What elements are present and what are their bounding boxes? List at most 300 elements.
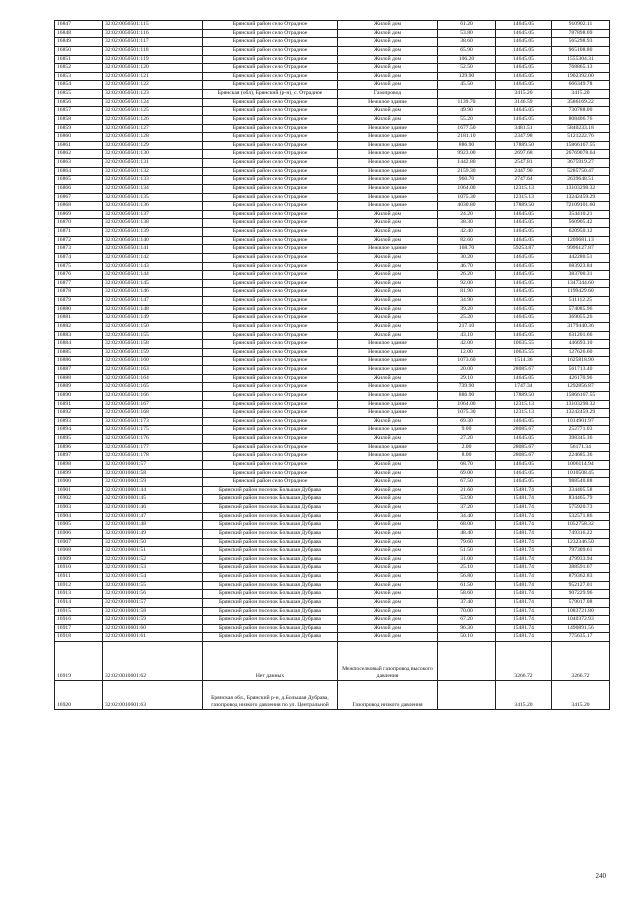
address-cell: Брянский район село Отрадное [203,29,338,38]
table-row [55,478,610,487]
address-cell: Брянский район село Отрадное [203,357,338,366]
cadastral-number-cell: 32:02:0050501:134 [103,184,203,193]
area-cell: 24.20 [438,210,496,219]
address-cell: Брянский район поселок Большая Дубрава [203,598,338,607]
address-cell: Брянский район село Отрадное [203,443,338,452]
row-number-cell: 16888 [55,374,103,383]
area-cell: 51.50 [438,547,496,556]
table-row [55,133,610,142]
specific-value-cell: 3415.20 [496,90,552,99]
cadastral-number-cell: 32:02:0010601:63 [103,681,203,710]
area-cell: 886.90 [438,391,496,400]
area-cell: 25.20 [438,314,496,323]
table-row [55,107,610,116]
object-type-cell: Жилой дом [338,521,438,530]
table-row [55,357,610,366]
specific-value-cell: 14645.05 [496,262,552,271]
address-cell: Брянский район село Отрадное [203,288,338,297]
object-type-cell: Нежилое здание [338,176,438,185]
object-type-cell: Нежилое здание [338,193,438,202]
address-cell: Брянский район село Отрадное [203,184,338,193]
table-row [55,581,610,590]
row-number-cell: 16905 [55,521,103,530]
specific-value-cell: 2697.68 [496,150,552,159]
specific-value-cell: 3415.20 [496,681,552,710]
specific-value-cell: 28085.67 [496,452,552,461]
address-cell: Брянский район село Отрадное [203,72,338,81]
address-cell: Брянский район село Отрадное [203,46,338,55]
specific-value-cell: 15481.74 [496,495,552,504]
object-type-cell: Жилой дом [338,590,438,599]
cadastral-number-cell: 32:02:0010601:58 [103,607,203,616]
row-number-cell: 16876 [55,271,103,280]
specific-value-cell: 14645.05 [496,478,552,487]
cadastral-number-cell: 32:02:0050501:146 [103,288,203,297]
object-type-cell: Жилой дом [338,547,438,556]
table-row [55,383,610,392]
table-row [55,305,610,314]
table-row [55,228,610,237]
area-cell [438,642,496,681]
specific-value-cell: 2547.81 [496,159,552,168]
cadastral-value-cell: 26769078.64 [552,150,610,159]
table-row [55,555,610,564]
area-cell: 55.20 [438,115,496,124]
cadastral-value-cell: 398345.36 [552,435,610,444]
object-type-cell: Нежилое здание [338,167,438,176]
row-number-cell: 16873 [55,245,103,254]
cadastral-value-cell: 775635.17 [552,633,610,642]
table-row [55,538,610,547]
specific-value-cell: 14645.05 [496,228,552,237]
row-number-cell: 16867 [55,193,103,202]
object-type-cell: Жилой дом [338,486,438,495]
specific-value-cell: 2447.90 [496,167,552,176]
cadastral-value-cell: 560905.42 [552,219,610,228]
specific-value-cell: 14645.05 [496,107,552,116]
area-cell: 38.60 [438,38,496,47]
area-cell: 48.40 [438,529,496,538]
address-cell: Брянский район село Отрадное [203,435,338,444]
specific-value-cell: 1747.34 [496,383,552,392]
table-row [55,29,610,38]
object-type-cell: Жилой дом [338,107,438,116]
cadastral-value-cell: 72109101.60 [552,202,610,211]
cadastral-number-cell: 32:02:0050501:147 [103,297,203,306]
cadastral-number-cell: 32:02:0050501:118 [103,46,203,55]
cadastral-value-cell: 808406.76 [552,115,610,124]
area-cell: 26.20 [438,271,496,280]
object-type-cell: Нежилое здание [338,426,438,435]
cadastral-value-cell: 768865.13 [552,64,610,73]
row-number-cell: 16885 [55,348,103,357]
specific-value-cell: 14645.05 [496,469,552,478]
cadastral-value-cell: 1209681.13 [552,236,610,245]
table-row [55,115,610,124]
cadastral-value-cell: 730788.00 [552,107,610,116]
row-number-cell: 16907 [55,538,103,547]
object-type-cell: Жилой дом [338,331,438,340]
table-row [55,141,610,150]
area-cell: 4030.80 [438,202,496,211]
specific-value-cell: 15481.74 [496,590,552,599]
address-cell: Брянский район поселок Большая Дубрава [203,495,338,504]
area-cell: 37.20 [438,504,496,513]
row-number-cell: 16895 [55,435,103,444]
table-row [55,469,610,478]
area-cell: 20.00 [438,366,496,375]
area-cell: 25.10 [438,564,496,573]
cadastral-value-cell: 56171.34 [552,443,610,452]
object-type-cell: Жилой дом [338,297,438,306]
object-type-cell: Жилой дом [338,633,438,642]
object-type-cell: Нежилое здание [338,141,438,150]
table-row [55,607,610,616]
cadastral-value-cell: 388591.67 [552,564,610,573]
table-row [55,681,610,710]
object-type-cell: Нежилое здание [338,383,438,392]
area-cell: 58.60 [438,590,496,599]
specific-value-cell: 17889.50 [496,141,552,150]
row-number-cell: 16869 [55,210,103,219]
address-cell: Брянский район поселок Большая Дубрава [203,547,338,556]
cadastral-value-cell: 334405.58 [552,486,610,495]
object-type-cell: Нежилое здание [338,443,438,452]
address-cell: Брянский район село Отрадное [203,55,338,64]
row-number-cell: 16848 [55,29,103,38]
cadastral-value-cell: 910902.11 [552,21,610,30]
cadastral-number-cell: 32:02:0050501:130 [103,150,203,159]
cadastral-value-cell: 683923.84 [552,262,610,271]
object-type-cell: Нежилое здание [338,150,438,159]
cadastral-number-cell: 32:02:0050501:139 [103,228,203,237]
cadastral-number-cell: 32:02:0050501:173 [103,417,203,426]
specific-value-cell: 15481.74 [496,555,552,564]
object-type-cell: Жилой дом [338,478,438,487]
area-cell: 53.90 [438,495,496,504]
row-number-cell: 16890 [55,391,103,400]
cadastral-value-cell: 369055.26 [552,314,610,323]
cadastral-number-cell: 32:02:0010601:44 [103,486,203,495]
cadastral-value-cell: 1232346.50 [552,538,610,547]
object-type-cell: Нежилое здание [338,202,438,211]
cadastral-value-cell: 574085.96 [552,305,610,314]
specific-value-cell: 15481.74 [496,521,552,530]
address-cell: Брянский район село Отрадное [203,21,338,30]
address-cell: Брянский район село Отрадное [203,141,338,150]
object-type-cell: Жилой дом [338,21,438,30]
row-number-cell: 16894 [55,426,103,435]
table-row [55,633,610,642]
cadastral-value-cell: 3179440.36 [552,322,610,331]
cadastral-value-cell: 631201.66 [552,331,610,340]
object-type-cell: Жилой дом [338,314,438,323]
cadastral-number-cell: 32:02:0010601:53 [103,564,203,573]
cadastral-number-cell: 32:02:0050501:142 [103,253,203,262]
table-row [55,564,610,573]
row-number-cell: 16874 [55,253,103,262]
row-number-cell: 16913 [55,590,103,599]
area-cell: 1075.30 [438,193,496,202]
row-number-cell: 16880 [55,305,103,314]
table-row [55,426,610,435]
address-cell: Брянский район поселок Большая Дубрава [203,538,338,547]
table-row [55,219,610,228]
object-type-cell: Жилой дом [338,219,438,228]
cadastral-number-cell: 32:02:0050501:115 [103,21,203,30]
cadastral-value-cell: 127626.60 [552,348,610,357]
cadastral-number-cell: 32:02:0050501:117 [103,38,203,47]
cadastral-number-cell: 32:02:0050501:168 [103,409,203,418]
area-cell: 67.20 [438,616,496,625]
cadastral-number-cell: 32:02:0050501:129 [103,141,203,150]
row-number-cell: 16915 [55,607,103,616]
table-row [55,262,610,271]
area-cell: 42.40 [438,228,496,237]
table-row [55,279,610,288]
cadastral-number-cell: 32:02:0050501:178 [103,452,203,461]
cadastral-number-cell: 32:02:0050501:121 [103,72,203,81]
area-cell: 38.30 [438,219,496,228]
row-number-cell: 16855 [55,90,103,99]
row-number-cell: 16883 [55,331,103,340]
object-type-cell: Нежилое здание [338,391,438,400]
table-row [55,486,610,495]
row-number-cell: 16892 [55,409,103,418]
area-cell: 27.20 [438,435,496,444]
table-row [55,573,610,582]
area-cell [438,681,496,710]
object-type-cell: Нежилое здание [338,124,438,133]
row-number-cell: 16861 [55,141,103,150]
cadastral-value-cell: 224685.36 [552,452,610,461]
cadastral-number-cell: 32:02:0050501:125 [103,107,203,116]
area-cell: 739.90 [438,383,496,392]
table-row [55,443,610,452]
area-cell: 65.90 [438,46,496,55]
table-row [55,547,610,556]
table-row [55,409,610,418]
table-row [55,400,610,409]
object-type-cell: Нежилое здание [338,400,438,409]
cadastral-value-cell: 252771.03 [552,426,610,435]
specific-value-cell: 14645.05 [496,288,552,297]
row-number-cell: 16914 [55,598,103,607]
cadastral-number-cell: 32:02:0050501:165 [103,383,203,392]
object-type-cell: Жилой дом [338,271,438,280]
address-cell: Брянский район село Отрадное [203,478,338,487]
specific-value-cell: 17889.50 [496,391,552,400]
row-number-cell: 16859 [55,124,103,133]
cadastral-value-cell: 965108.80 [552,46,610,55]
specific-value-cell: 15481.74 [496,573,552,582]
area-cell: 39.20 [438,305,496,314]
object-type-cell: Жилой дом [338,38,438,47]
area-cell: 69.30 [438,417,496,426]
cadastral-value-cell: 13242459.29 [552,409,610,418]
cadastral-value-cell: 15866167.55 [552,391,610,400]
address-cell: Брянская (обл), Брянский (р-н), с. Отрадное [203,90,338,99]
cadastral-number-cell: 32:02:0050501:133 [103,176,203,185]
address-cell: Брянский район село Отрадное [203,409,338,418]
row-number-cell: 16849 [55,38,103,47]
area-cell: 37.40 [438,598,496,607]
area-cell: 68.70 [438,460,496,469]
row-number-cell: 16904 [55,512,103,521]
cadastral-value-cell: 1040372.93 [552,616,610,625]
row-number-cell: 16853 [55,72,103,81]
address-cell: Брянский район село Отрадное [203,202,338,211]
cadastral-number-cell: 32:02:0010601:61 [103,633,203,642]
cadastral-number-cell: 32:02:0050501:159 [103,348,203,357]
cadastral-value-cell: 532571.86 [552,512,610,521]
address-cell: Брянский район село Отрадное [203,115,338,124]
specific-value-cell: 12315.13 [496,184,552,193]
area-cell: 49.90 [438,107,496,116]
table-row [55,98,610,107]
area-cell: 8.00 [438,452,496,461]
object-type-cell: Жилой дом [338,236,438,245]
address-cell: Брянский район село Отрадное [203,159,338,168]
table-row [55,202,610,211]
specific-value-cell: 3146.59 [496,98,552,107]
address-cell: Брянский район поселок Большая Дубрава [203,486,338,495]
object-type-cell: Жилой дом [338,374,438,383]
cadastral-number-cell: 32:02:0050501:128 [103,133,203,142]
address-cell: Брянский район село Отрадное [203,124,338,133]
area-cell: 129.90 [438,72,496,81]
object-type-cell: Жилой дом [338,55,438,64]
object-type-cell: Жилой дом [338,581,438,590]
cadastral-number-cell: 32:02:0050501:127 [103,124,203,133]
address-cell: Брянский район село Отрадное [203,383,338,392]
table-row [55,435,610,444]
row-number-cell: 16919 [55,642,103,681]
object-type-cell: Нежилое здание [338,340,438,349]
object-type-cell: Жилой дом [338,305,438,314]
object-type-cell: Жилой дом [338,529,438,538]
specific-value-cell: 15481.74 [496,486,552,495]
area-cell: 96.30 [438,624,496,633]
table-row [55,598,610,607]
specific-value-cell: 3481.51 [496,124,552,133]
cadastral-value-cell: 575920.73 [552,504,610,513]
address-cell: Брянский район село Отрадное [203,426,338,435]
cadastral-value-cell: 13103298.32 [552,184,610,193]
cadastral-value-cell: 1014901.97 [552,417,610,426]
area-cell: 42.00 [438,340,496,349]
area-cell: 34.40 [438,512,496,521]
object-type-cell: Нежилое здание [338,245,438,254]
cadastral-value-cell: 2639648.51 [552,176,610,185]
table-row [55,417,610,426]
cadastral-number-cell: 32:02:0050501:123 [103,90,203,99]
address-cell: Нет данных [203,642,338,681]
object-type-cell: Нежилое здание [338,348,438,357]
object-type-cell: Жилой дом [338,262,438,271]
specific-value-cell: 14645.05 [496,435,552,444]
row-number-cell: 16851 [55,55,103,64]
cadastral-value-cell: 3675919.27 [552,159,610,168]
object-type-cell: Жилой дом [338,504,438,513]
address-cell: Брянский район село Отрадное [203,210,338,219]
row-number-cell: 16889 [55,383,103,392]
cadastral-value-cell: 797309.61 [552,547,610,556]
cadastral-value-cell: 1006114.94 [552,460,610,469]
address-cell: Брянский район село Отрадное [203,469,338,478]
cadastral-number-cell: 32:02:0050501:166 [103,391,203,400]
cadastral-value-cell: 3415.20 [552,681,610,710]
area-cell: 79.60 [438,538,496,547]
specific-value-cell: 15481.74 [496,529,552,538]
table-row [55,512,610,521]
cadastral-number-cell: 32:02:0050501:143 [103,262,203,271]
object-type-cell: Жилой дом [338,564,438,573]
object-type-cell: Жилой дом [338,29,438,38]
cadastral-number-cell: 32:02:0050501:137 [103,210,203,219]
cadastral-number-cell: 32:02:0050501:149 [103,314,203,323]
cadastral-number-cell: 32:02:0010601:45 [103,495,203,504]
address-cell: Брянский район село Отрадное [203,279,338,288]
cadastral-value-cell: 1902392.00 [552,72,610,81]
cadastral-value-cell: 1347344.60 [552,279,610,288]
specific-value-cell: 15481.74 [496,624,552,633]
table-row [55,167,610,176]
cadastral-number-cell: 32:02:0050501:126 [103,115,203,124]
area-cell: 61.20 [438,21,496,30]
table-row [55,495,610,504]
cadastral-value-cell: 511112.25 [552,297,610,306]
address-cell: Брянский район село Отрадное [203,452,338,461]
address-cell: Брянский район поселок Большая Дубрава [203,633,338,642]
specific-value-cell: 14645.05 [496,29,552,38]
table-row [55,21,610,30]
address-cell: Брянский район поселок Большая Дубрава [203,504,338,513]
row-number-cell: 16881 [55,314,103,323]
table-row [55,322,610,331]
cadastral-value-cell: 479933.94 [552,555,610,564]
address-cell: Брянский район поселок Большая Дубрава [203,521,338,530]
cadastral-value-cell: 565298.93 [552,38,610,47]
cadastral-value-cell: 952127.01 [552,581,610,590]
area-cell: 46.70 [438,262,496,271]
row-number-cell: 16847 [55,21,103,30]
address-cell: Брянский район село Отрадное [203,322,338,331]
area-cell: 70.00 [438,607,496,616]
row-number-cell: 16857 [55,107,103,116]
object-type-cell: Газопровод низкого давления [338,681,438,710]
specific-value-cell: 14645.05 [496,46,552,55]
area-cell: 34.90 [438,297,496,306]
address-cell: Брянский район село Отрадное [203,64,338,73]
specific-value-cell: 1514.36 [496,357,552,366]
specific-value-cell: 14645.05 [496,460,552,469]
object-type-cell: Жилой дом [338,228,438,237]
cadastral-number-cell: 32:02:0010601:62 [103,642,203,681]
table-row [55,288,610,297]
address-cell: Брянский район село Отрадное [203,305,338,314]
row-number-cell: 16868 [55,202,103,211]
table-row [55,253,610,262]
row-number-cell: 16910 [55,564,103,573]
specific-value-cell: 15481.74 [496,538,552,547]
table-row [55,245,610,254]
table-row [55,124,610,133]
address-cell: Брянский район село Отрадное [203,38,338,47]
area-cell: 886.90 [438,141,496,150]
address-cell: Брянский район село Отрадное [203,417,338,426]
object-type-cell: Газопровод [338,90,438,99]
